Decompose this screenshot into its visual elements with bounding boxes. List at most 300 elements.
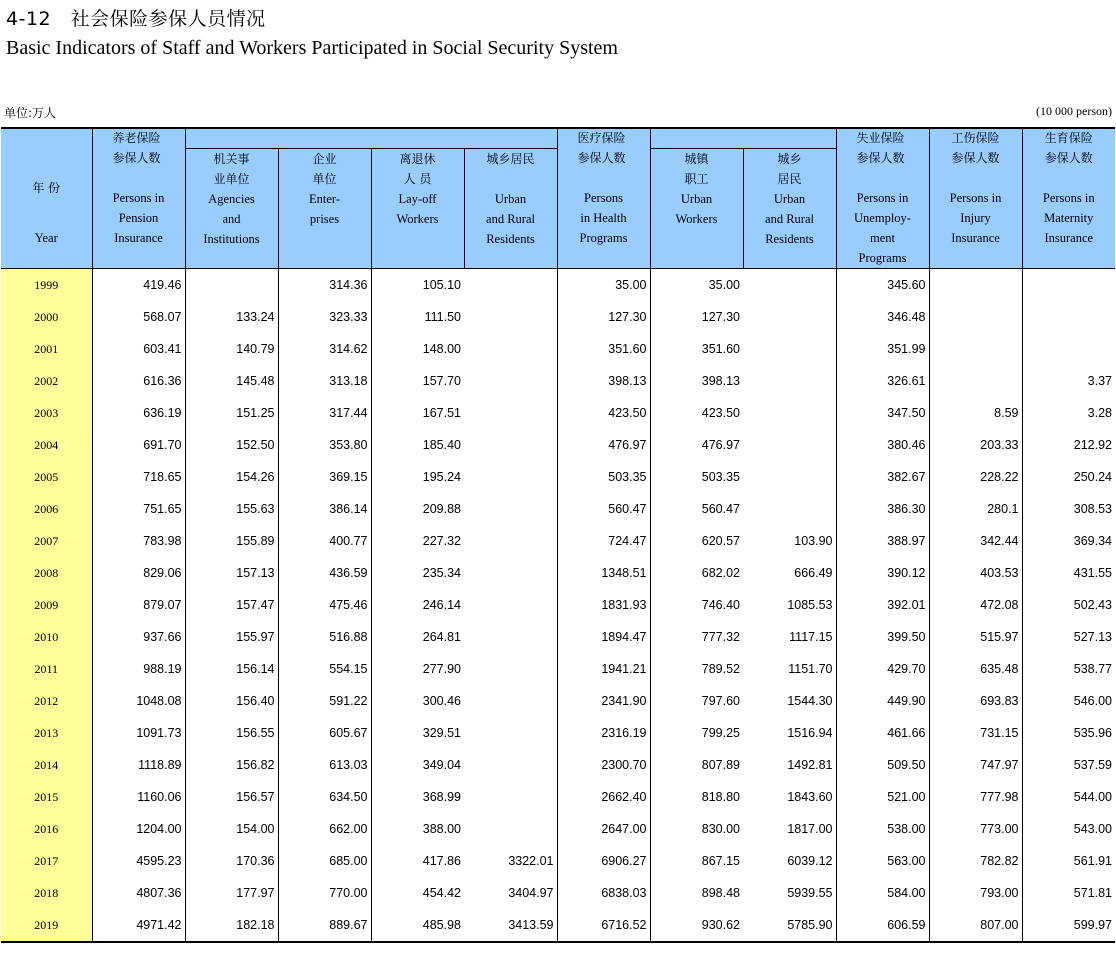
cell-enterprises: 314.36	[278, 269, 371, 302]
header-enterprises	[278, 149, 371, 269]
cell-maternity	[1022, 269, 1115, 302]
cell-health: 1348.51	[557, 557, 650, 589]
cell-layoff: 349.04	[422, 758, 461, 772]
cell-enterprises: 685.00	[278, 845, 371, 877]
cell-health-urban-rural	[743, 333, 836, 365]
cell-layoff: 235.34	[422, 566, 461, 580]
cell-pension: 879.07	[92, 589, 185, 621]
header-pension-en: Persons in Pension Insurance	[112, 191, 165, 245]
cell-urban-workers: 807.89	[701, 758, 740, 772]
header-pension	[92, 128, 185, 269]
cell-injury: 635.48	[929, 653, 1022, 685]
header-unemployment-zh: 失业保险 参保人数	[856, 131, 905, 165]
cell-layoff: 417.86	[422, 854, 461, 868]
cell-pension: 1160.06	[92, 781, 185, 813]
header-enterprises-zh: 企业 单位	[312, 152, 337, 186]
cell-injury: 228.22	[929, 461, 1022, 493]
cell-maternity: 538.77	[1073, 662, 1112, 676]
cell-health: 2662.40	[557, 781, 650, 813]
cell-injury: 777.98	[929, 781, 1022, 813]
cell-urban-workers: 867.15	[701, 854, 740, 868]
cell-injury: 773.00	[929, 813, 1022, 845]
cell-maternity: 535.96	[1073, 726, 1112, 740]
cell-injury	[929, 365, 1022, 397]
cell-layoff: 264.81	[422, 630, 461, 644]
cell-unemployment: 429.70	[836, 653, 929, 685]
cell-layoff: 388.00	[422, 822, 461, 836]
cell-unemployment: 399.50	[836, 621, 929, 653]
cell-agencies: 156.82	[185, 749, 278, 781]
cell-health-urban-rural: 5939.55	[743, 877, 836, 909]
cell-year: 2007	[1, 525, 92, 557]
cell-unemployment: 584.00	[836, 877, 929, 909]
header-health-urban-rural-en: Urban and Rural Residents	[765, 192, 814, 246]
cell-urban-workers: 789.52	[701, 662, 740, 676]
cell-maternity: 502.43	[1073, 598, 1112, 612]
cell-maternity: 250.24	[1073, 470, 1112, 484]
cell-agencies: 155.89	[185, 525, 278, 557]
cell-health: 560.47	[557, 493, 650, 525]
cell-urban-workers: 797.60	[701, 694, 740, 708]
cell-unemployment: 449.90	[836, 685, 929, 717]
cell-enterprises: 323.33	[278, 301, 371, 333]
cell-health-urban-rural: 1843.60	[743, 781, 836, 813]
header-health-zh: 医疗保险 参保人数	[577, 131, 626, 165]
table-row	[1, 813, 1115, 845]
cell-maternity: 543.00	[1073, 822, 1112, 836]
cell-injury	[929, 301, 1022, 333]
page-title-english: Basic Indicators of Staff and Workers Participated in Social Security System	[6, 37, 618, 59]
cell-agencies: 155.63	[185, 493, 278, 525]
cell-year: 1999	[1, 269, 92, 302]
cell-health-urban-rural: 103.90	[743, 525, 836, 557]
cell-health-urban-rural	[743, 269, 836, 302]
cell-health: 1831.93	[557, 589, 650, 621]
cell-year: 2009	[1, 589, 92, 621]
cell-health-urban-rural: 666.49	[743, 557, 836, 589]
cell-health-urban-rural	[743, 365, 836, 397]
cell-unemployment: 347.50	[836, 397, 929, 429]
header-enterprises-en: Enter- prises	[309, 192, 340, 226]
cell-health-urban-rural	[743, 429, 836, 461]
table-row	[1, 589, 1115, 621]
cell-urban-rural-residents	[464, 493, 557, 525]
cell-agencies: 154.26	[185, 461, 278, 493]
table-row	[1, 877, 1115, 909]
cell-unemployment: 386.30	[836, 493, 929, 525]
cell-urban-rural-residents	[464, 557, 557, 589]
cell-urban-rural-residents	[464, 429, 557, 461]
cell-health-urban-rural: 6039.12	[743, 845, 836, 877]
header-agencies	[185, 149, 278, 269]
cell-urban-workers: 777.32	[701, 630, 740, 644]
cell-maternity: 546.00	[1073, 694, 1112, 708]
cell-agencies: 133.24	[185, 301, 278, 333]
cell-layoff: 485.98	[422, 918, 461, 932]
cell-injury: 515.97	[929, 621, 1022, 653]
cell-enterprises: 369.15	[278, 461, 371, 493]
cell-enterprises: 475.46	[278, 589, 371, 621]
cell-urban-rural-residents	[464, 397, 557, 429]
cell-agencies: 140.79	[185, 333, 278, 365]
cell-year: 2012	[1, 685, 92, 717]
cell-year: 2000	[1, 301, 92, 333]
cell-pension: 829.06	[92, 557, 185, 589]
cell-agencies: 156.40	[185, 685, 278, 717]
cell-year: 2013	[1, 717, 92, 749]
cell-health: 6716.52	[557, 909, 650, 942]
cell-urban-workers: 830.00	[701, 822, 740, 836]
cell-health: 2316.19	[557, 717, 650, 749]
cell-pension: 1091.73	[92, 717, 185, 749]
cell-urban-workers: 620.57	[701, 534, 740, 548]
header-urban-workers	[650, 149, 743, 269]
cell-injury: 793.00	[929, 877, 1022, 909]
table-row	[1, 333, 1115, 365]
table-row	[1, 685, 1115, 717]
cell-pension: 718.65	[92, 461, 185, 493]
cell-year: 2002	[1, 365, 92, 397]
cell-injury: 747.97	[929, 749, 1022, 781]
table-row	[1, 269, 1115, 302]
cell-layoff: 167.51	[422, 406, 461, 420]
cell-maternity	[1022, 333, 1115, 365]
cell-injury: 472.08	[929, 589, 1022, 621]
cell-pension: 419.46	[92, 269, 185, 302]
cell-pension: 691.70	[92, 429, 185, 461]
cell-agencies: 182.18	[185, 909, 278, 942]
cell-enterprises: 317.44	[278, 397, 371, 429]
cell-urban-workers: 930.62	[701, 918, 740, 932]
cell-layoff: 329.51	[422, 726, 461, 740]
cell-urban-workers: 503.35	[701, 470, 740, 484]
cell-injury: 342.44	[929, 525, 1022, 557]
cell-pension: 4807.36	[92, 877, 185, 909]
cell-enterprises: 400.77	[278, 525, 371, 557]
cell-year: 2004	[1, 429, 92, 461]
header-pension-group-spacer	[185, 128, 557, 149]
cell-health: 6906.27	[557, 845, 650, 877]
cell-injury	[929, 269, 1022, 302]
cell-injury: 280.1	[929, 493, 1022, 525]
cell-health-urban-rural: 1492.81	[743, 749, 836, 781]
cell-urban-workers: 423.50	[701, 406, 740, 420]
cell-urban-rural-residents	[464, 717, 557, 749]
cell-urban-rural-residents	[464, 621, 557, 653]
header-layoff	[371, 149, 464, 269]
cell-year: 2017	[1, 845, 92, 877]
header-pension-zh: 养老保险 参保人数	[112, 131, 161, 165]
cell-enterprises: 889.67	[278, 909, 371, 942]
cell-urban-rural-residents: 3413.59	[464, 909, 557, 942]
cell-pension: 4971.42	[92, 909, 185, 942]
cell-enterprises: 591.22	[278, 685, 371, 717]
cell-health-urban-rural: 1085.53	[743, 589, 836, 621]
cell-urban-workers: 351.60	[701, 342, 740, 356]
cell-urban-rural-residents: 3322.01	[464, 845, 557, 877]
cell-layoff: 148.00	[422, 342, 461, 356]
cell-pension: 616.36	[92, 365, 185, 397]
cell-year: 2001	[1, 333, 92, 365]
cell-urban-workers: 818.80	[701, 790, 740, 804]
header-layoff-zh: 离退休 人 员	[399, 152, 436, 186]
cell-urban-workers: 746.40	[701, 598, 740, 612]
table-row	[1, 749, 1115, 781]
cell-urban-rural-residents	[464, 269, 557, 302]
cell-urban-rural-residents	[464, 301, 557, 333]
cell-unemployment: 538.00	[836, 813, 929, 845]
cell-agencies: 170.36	[185, 845, 278, 877]
table-row	[1, 301, 1115, 333]
table-row	[1, 461, 1115, 493]
cell-year: 2006	[1, 493, 92, 525]
table-row	[1, 845, 1115, 877]
header-urban-rural-residents-en: Urban and Rural Residents	[486, 192, 535, 246]
cell-unemployment: 461.66	[836, 717, 929, 749]
cell-pension: 603.41	[92, 333, 185, 365]
table-row	[1, 557, 1115, 589]
cell-urban-workers: 898.48	[701, 886, 740, 900]
cell-unemployment: 351.99	[836, 333, 929, 365]
cell-health: 423.50	[557, 397, 650, 429]
unit-label-english: (10 000 person)	[1036, 104, 1112, 118]
cell-unemployment: 388.97	[836, 525, 929, 557]
cell-unemployment: 326.61	[836, 365, 929, 397]
cell-health: 35.00	[557, 269, 650, 302]
header-year-zh: 年 份	[32, 181, 61, 195]
header-urban-workers-en: Urban Workers	[675, 192, 718, 226]
cell-maternity: 369.34	[1073, 534, 1112, 548]
cell-agencies: 156.57	[185, 781, 278, 813]
cell-year: 2016	[1, 813, 92, 845]
cell-agencies: 157.47	[185, 589, 278, 621]
header-maternity-en: Persons in Maternity Insurance	[1042, 191, 1095, 245]
table-row	[1, 525, 1115, 557]
cell-maternity: 308.53	[1073, 502, 1112, 516]
header-urban-rural-residents	[464, 149, 557, 269]
cell-year: 2008	[1, 557, 92, 589]
cell-injury: 693.83	[929, 685, 1022, 717]
cell-pension: 988.19	[92, 653, 185, 685]
cell-year: 2019	[1, 909, 92, 942]
cell-maternity: 544.00	[1073, 790, 1112, 804]
cell-pension: 1204.00	[92, 813, 185, 845]
header-unemployment-en: Persons in Unemploy- ment Programs	[854, 191, 911, 265]
cell-unemployment: 509.50	[836, 749, 929, 781]
header-urban-rural-residents-zh: 城乡居民	[486, 152, 535, 166]
cell-urban-rural-residents	[464, 813, 557, 845]
table-row	[1, 717, 1115, 749]
cell-urban-rural-residents	[464, 333, 557, 365]
cell-health: 476.97	[557, 429, 650, 461]
cell-urban-workers: 398.13	[701, 374, 740, 388]
cell-enterprises: 314.62	[278, 333, 371, 365]
table-row	[1, 493, 1115, 525]
cell-year: 2011	[1, 653, 92, 685]
cell-urban-rural-residents	[464, 685, 557, 717]
cell-enterprises: 662.00	[278, 813, 371, 845]
cell-unemployment: 392.01	[836, 589, 929, 621]
cell-injury: 782.82	[929, 845, 1022, 877]
cell-agencies: 154.00	[185, 813, 278, 845]
cell-urban-workers: 799.25	[701, 726, 740, 740]
cell-urban-rural-residents	[464, 461, 557, 493]
cell-layoff: 368.99	[422, 790, 461, 804]
header-injury	[929, 128, 1022, 269]
cell-layoff: 111.50	[424, 310, 461, 324]
cell-health: 724.47	[557, 525, 650, 557]
cell-urban-rural-residents	[464, 525, 557, 557]
cell-health: 2341.90	[557, 685, 650, 717]
cell-layoff: 277.90	[422, 662, 461, 676]
cell-health: 127.30	[557, 301, 650, 333]
cell-enterprises: 605.67	[278, 717, 371, 749]
cell-unemployment: 380.46	[836, 429, 929, 461]
header-urban-workers-zh: 城镇 职工	[684, 152, 709, 186]
cell-maternity: 212.92	[1073, 438, 1112, 452]
cell-pension: 751.65	[92, 493, 185, 525]
cell-agencies	[185, 269, 278, 302]
header-injury-zh: 工伤保险 参保人数	[951, 131, 1000, 165]
cell-health: 1894.47	[557, 621, 650, 653]
cell-maternity: 527.13	[1073, 630, 1112, 644]
cell-health: 503.35	[557, 461, 650, 493]
cell-urban-rural-residents: 3404.97	[464, 877, 557, 909]
cell-layoff: 105.10	[422, 278, 461, 292]
cell-pension: 1048.08	[92, 685, 185, 717]
cell-agencies: 156.14	[185, 653, 278, 685]
cell-urban-rural-residents	[464, 781, 557, 813]
cell-layoff: 454.42	[422, 886, 461, 900]
cell-maternity	[1022, 301, 1115, 333]
cell-agencies: 151.25	[185, 397, 278, 429]
header-year	[1, 128, 92, 269]
cell-urban-rural-residents	[464, 653, 557, 685]
header-agencies-en: Agencies and Institutions	[203, 192, 260, 246]
cell-pension: 937.66	[92, 621, 185, 653]
cell-enterprises: 516.88	[278, 621, 371, 653]
cell-pension: 4595.23	[92, 845, 185, 877]
cell-layoff: 185.40	[422, 438, 461, 452]
cell-unemployment: 346.48	[836, 301, 929, 333]
header-health-group-spacer	[650, 128, 836, 149]
cell-health-urban-rural	[743, 397, 836, 429]
cell-injury: 203.33	[929, 429, 1022, 461]
cell-injury	[929, 333, 1022, 365]
cell-health-urban-rural: 5785.90	[743, 909, 836, 942]
cell-urban-rural-residents	[464, 589, 557, 621]
cell-unemployment: 606.59	[836, 909, 929, 942]
cell-maternity: 3.28	[1087, 406, 1112, 420]
cell-urban-workers: 476.97	[701, 438, 740, 452]
cell-pension: 568.07	[92, 301, 185, 333]
header-unemployment	[836, 128, 929, 269]
cell-agencies: 145.48	[185, 365, 278, 397]
cell-year: 2018	[1, 877, 92, 909]
table-body	[1, 269, 1115, 943]
table-header	[1, 128, 1115, 269]
cell-agencies: 156.55	[185, 717, 278, 749]
header-maternity	[1022, 128, 1115, 269]
cell-injury: 731.15	[929, 717, 1022, 749]
cell-enterprises: 353.80	[278, 429, 371, 461]
cell-agencies: 152.50	[185, 429, 278, 461]
header-maternity-zh: 生育保险 参保人数	[1044, 131, 1093, 165]
cell-enterprises: 613.03	[278, 749, 371, 781]
cell-health: 398.13	[557, 365, 650, 397]
cell-health: 2300.70	[557, 749, 650, 781]
table-row	[1, 429, 1115, 461]
header-injury-en: Persons in Injury Insurance	[949, 191, 1002, 245]
header-health-urban-rural	[743, 149, 836, 269]
cell-year: 2014	[1, 749, 92, 781]
cell-year: 2003	[1, 397, 92, 429]
cell-health: 1941.21	[557, 653, 650, 685]
cell-layoff: 209.88	[422, 502, 461, 516]
cell-health-urban-rural: 1117.15	[743, 621, 836, 653]
header-health-urban-rural-zh: 城乡 居民	[777, 152, 802, 186]
cell-layoff: 246.14	[422, 598, 461, 612]
page-title-chinese: 4-12 社会保险参保人员情况	[6, 8, 266, 30]
cell-pension: 783.98	[92, 525, 185, 557]
cell-health: 2647.00	[557, 813, 650, 845]
cell-enterprises: 313.18	[278, 365, 371, 397]
social-security-table	[1, 127, 1115, 943]
cell-layoff: 227.32	[422, 534, 461, 548]
table-row	[1, 365, 1115, 397]
cell-agencies: 157.13	[185, 557, 278, 589]
cell-health-urban-rural: 1817.00	[743, 813, 836, 845]
cell-injury: 8.59	[929, 397, 1022, 429]
cell-unemployment: 390.12	[836, 557, 929, 589]
cell-health-urban-rural	[743, 301, 836, 333]
cell-health: 6838.03	[557, 877, 650, 909]
header-agencies-zh: 机关事 业单位	[213, 152, 250, 186]
cell-enterprises: 386.14	[278, 493, 371, 525]
cell-pension: 636.19	[92, 397, 185, 429]
cell-layoff: 195.24	[422, 470, 461, 484]
cell-urban-workers: 560.47	[701, 502, 740, 516]
cell-unemployment: 382.67	[836, 461, 929, 493]
header-layoff-en: Lay-off Workers	[396, 192, 439, 226]
cell-maternity: 561.91	[1073, 854, 1112, 868]
cell-year: 2015	[1, 781, 92, 813]
cell-maternity: 537.59	[1073, 758, 1112, 772]
cell-unemployment: 345.60	[836, 269, 929, 302]
cell-maternity: 599.97	[1073, 918, 1112, 932]
cell-enterprises: 770.00	[278, 877, 371, 909]
cell-urban-workers: 35.00	[708, 278, 740, 292]
cell-year: 2005	[1, 461, 92, 493]
cell-health-urban-rural	[743, 461, 836, 493]
cell-agencies: 155.97	[185, 621, 278, 653]
cell-year: 2010	[1, 621, 92, 653]
cell-injury: 403.53	[929, 557, 1022, 589]
header-health-en: Persons in Health Programs	[579, 191, 628, 245]
table-row	[1, 653, 1115, 685]
cell-layoff: 300.46	[422, 694, 461, 708]
table-row	[1, 397, 1115, 429]
cell-unemployment: 521.00	[836, 781, 929, 813]
cell-agencies: 177.97	[185, 877, 278, 909]
cell-health-urban-rural	[743, 493, 836, 525]
unit-label-chinese: 单位:万人	[4, 106, 57, 120]
header-year-en: Year	[34, 231, 58, 245]
cell-urban-rural-residents	[464, 749, 557, 781]
cell-health-urban-rural: 1516.94	[743, 717, 836, 749]
table-row	[1, 909, 1115, 942]
table-row	[1, 781, 1115, 813]
